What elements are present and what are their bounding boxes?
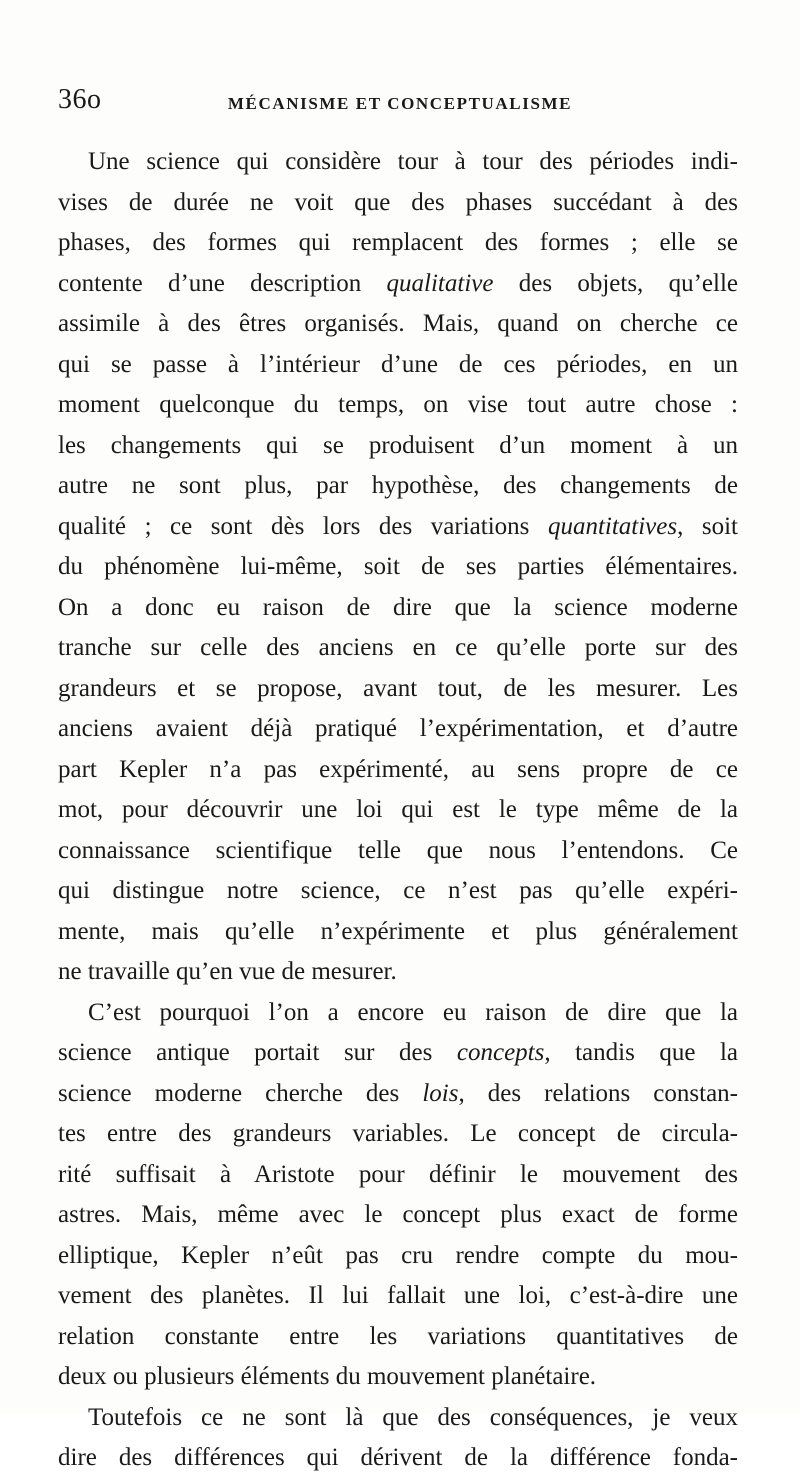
- text-segment: Une science qui considère tour à tour des périodes indi-: [88, 148, 738, 175]
- text-segment: anciens avaient déjà pratiqué l’expérimentation, et d’autre: [58, 715, 738, 742]
- text-segment: deux ou plusieurs éléments du mouvement planétaire.: [58, 1363, 597, 1390]
- text-line: [58, 1236, 738, 1277]
- text-line: [58, 1074, 738, 1115]
- text-line: [58, 1195, 738, 1236]
- text-segment: autre ne sont plus, par hypothèse, des changements de: [58, 472, 738, 499]
- text-line: [58, 871, 738, 912]
- text-line: [58, 426, 738, 467]
- text-line: [58, 1155, 738, 1196]
- text-line: [58, 1033, 738, 1074]
- text-line: [58, 547, 738, 588]
- text-segment: tes entre des grandeurs variables. Le concept de circula-: [58, 1120, 738, 1147]
- text-segment: ne travaille qu’en vue de mesurer.: [58, 958, 397, 985]
- text-segment: du phénomène lui-même, soit de ses parties élémentaires.: [58, 553, 738, 580]
- text-segment: mot, pour découvrir une loi qui est le type même de la: [58, 796, 738, 823]
- text-segment: astres. Mais, même avec le concept plus exact de forme: [58, 1201, 738, 1228]
- text-line: [58, 304, 738, 345]
- body-text: [58, 142, 738, 1479]
- text-line: [58, 223, 738, 264]
- text-segment: moment quelconque du temps, on vise tout autre chose :: [58, 391, 738, 418]
- text-line: [58, 466, 738, 507]
- text-segment: science antique portait sur des: [58, 1039, 457, 1066]
- text-segment: , des relations constan-: [458, 1079, 738, 1107]
- text-segment: vement des planètes. Il lui fallait une loi, c’est-à-dire une: [58, 1282, 738, 1309]
- text-segment: On a donc eu raison de dire que la science moderne: [58, 593, 738, 621]
- text-line: [58, 952, 738, 993]
- text-segment: des objets, qu’elle: [493, 269, 738, 297]
- text-segment: mente, mais qu’elle n’expérimente et plus généralement: [58, 917, 738, 945]
- page-header: [58, 84, 742, 124]
- italic-term: lois: [422, 1079, 459, 1107]
- text-segment: les changements qui se produisent d’un moment à un: [58, 431, 738, 459]
- text-segment: , soit: [677, 512, 739, 540]
- text-line: [58, 1317, 738, 1358]
- text-line: [58, 588, 738, 629]
- text-line: [58, 1357, 738, 1398]
- text-segment: , tandis que la: [544, 1039, 738, 1066]
- running-title: MÉCANISME ET CONCEPTUALISME: [227, 94, 573, 113]
- text-segment: assimile à des êtres organisés. Mais, quand on cherche ce: [58, 310, 738, 337]
- text-line: [58, 1438, 738, 1479]
- text-line: [58, 790, 738, 831]
- text-segment: elliptique, Kepler n’eût pas cru rendre compte du mou-: [58, 1241, 738, 1269]
- text-line: [58, 831, 738, 872]
- text-line: [58, 628, 738, 669]
- text-segment: connaissance scientifique telle que nous l’entendons. Ce: [58, 836, 738, 864]
- text-segment: dire des différences qui dérivent de la différence fonda-: [58, 1444, 738, 1471]
- text-segment: Toutefois ce ne sont là que des conséquences, je veux: [88, 1403, 738, 1431]
- text-line: [58, 142, 738, 183]
- text-line: [58, 1398, 738, 1439]
- text-line: [58, 1114, 738, 1155]
- text-line: [58, 507, 738, 548]
- text-segment: tranche sur celle des anciens en ce qu’elle porte sur des: [58, 634, 738, 661]
- text-segment: science moderne cherche des: [58, 1079, 423, 1107]
- text-segment: relation constante entre les variations quantitatives de: [58, 1322, 738, 1350]
- italic-term: qualitative: [386, 269, 494, 297]
- text-segment: phases, des formes qui remplacent des formes ; elle se: [58, 229, 738, 256]
- text-line: [58, 709, 738, 750]
- text-line: [58, 1276, 738, 1317]
- text-segment: qui distingue notre science, ce n’est pas qu’elle expéri-: [58, 877, 738, 904]
- text-line: [58, 345, 738, 386]
- text-segment: part Kepler n’a pas expérimenté, au sens propre de ce: [58, 755, 738, 783]
- text-line: [58, 264, 738, 305]
- text-segment: contente d’une description: [58, 269, 387, 297]
- italic-term: quantitatives: [547, 512, 678, 540]
- text-segment: vises de durée ne voit que des phases succédant à des: [58, 188, 738, 216]
- text-segment: rité suffisait à Aristote pour définir le mouvement des: [58, 1160, 738, 1188]
- text-line: [58, 669, 738, 710]
- text-line: [58, 385, 738, 426]
- italic-term: concepts: [456, 1039, 545, 1066]
- text-segment: qui se passe à l’intérieur d’une de ces périodes, en un: [58, 350, 738, 378]
- page-number: 36o: [58, 84, 102, 115]
- text-line: [58, 912, 738, 953]
- text-line: [58, 183, 738, 224]
- text-line: [58, 993, 738, 1034]
- text-segment: grandeurs et se propose, avant tout, de les mesurer. Les: [58, 674, 738, 702]
- text-segment: C’est pourquoi l’on a encore eu raison de dire que la: [88, 998, 738, 1026]
- text-segment: qualité ; ce sont dès lors des variations: [58, 512, 548, 540]
- text-line: [58, 750, 738, 791]
